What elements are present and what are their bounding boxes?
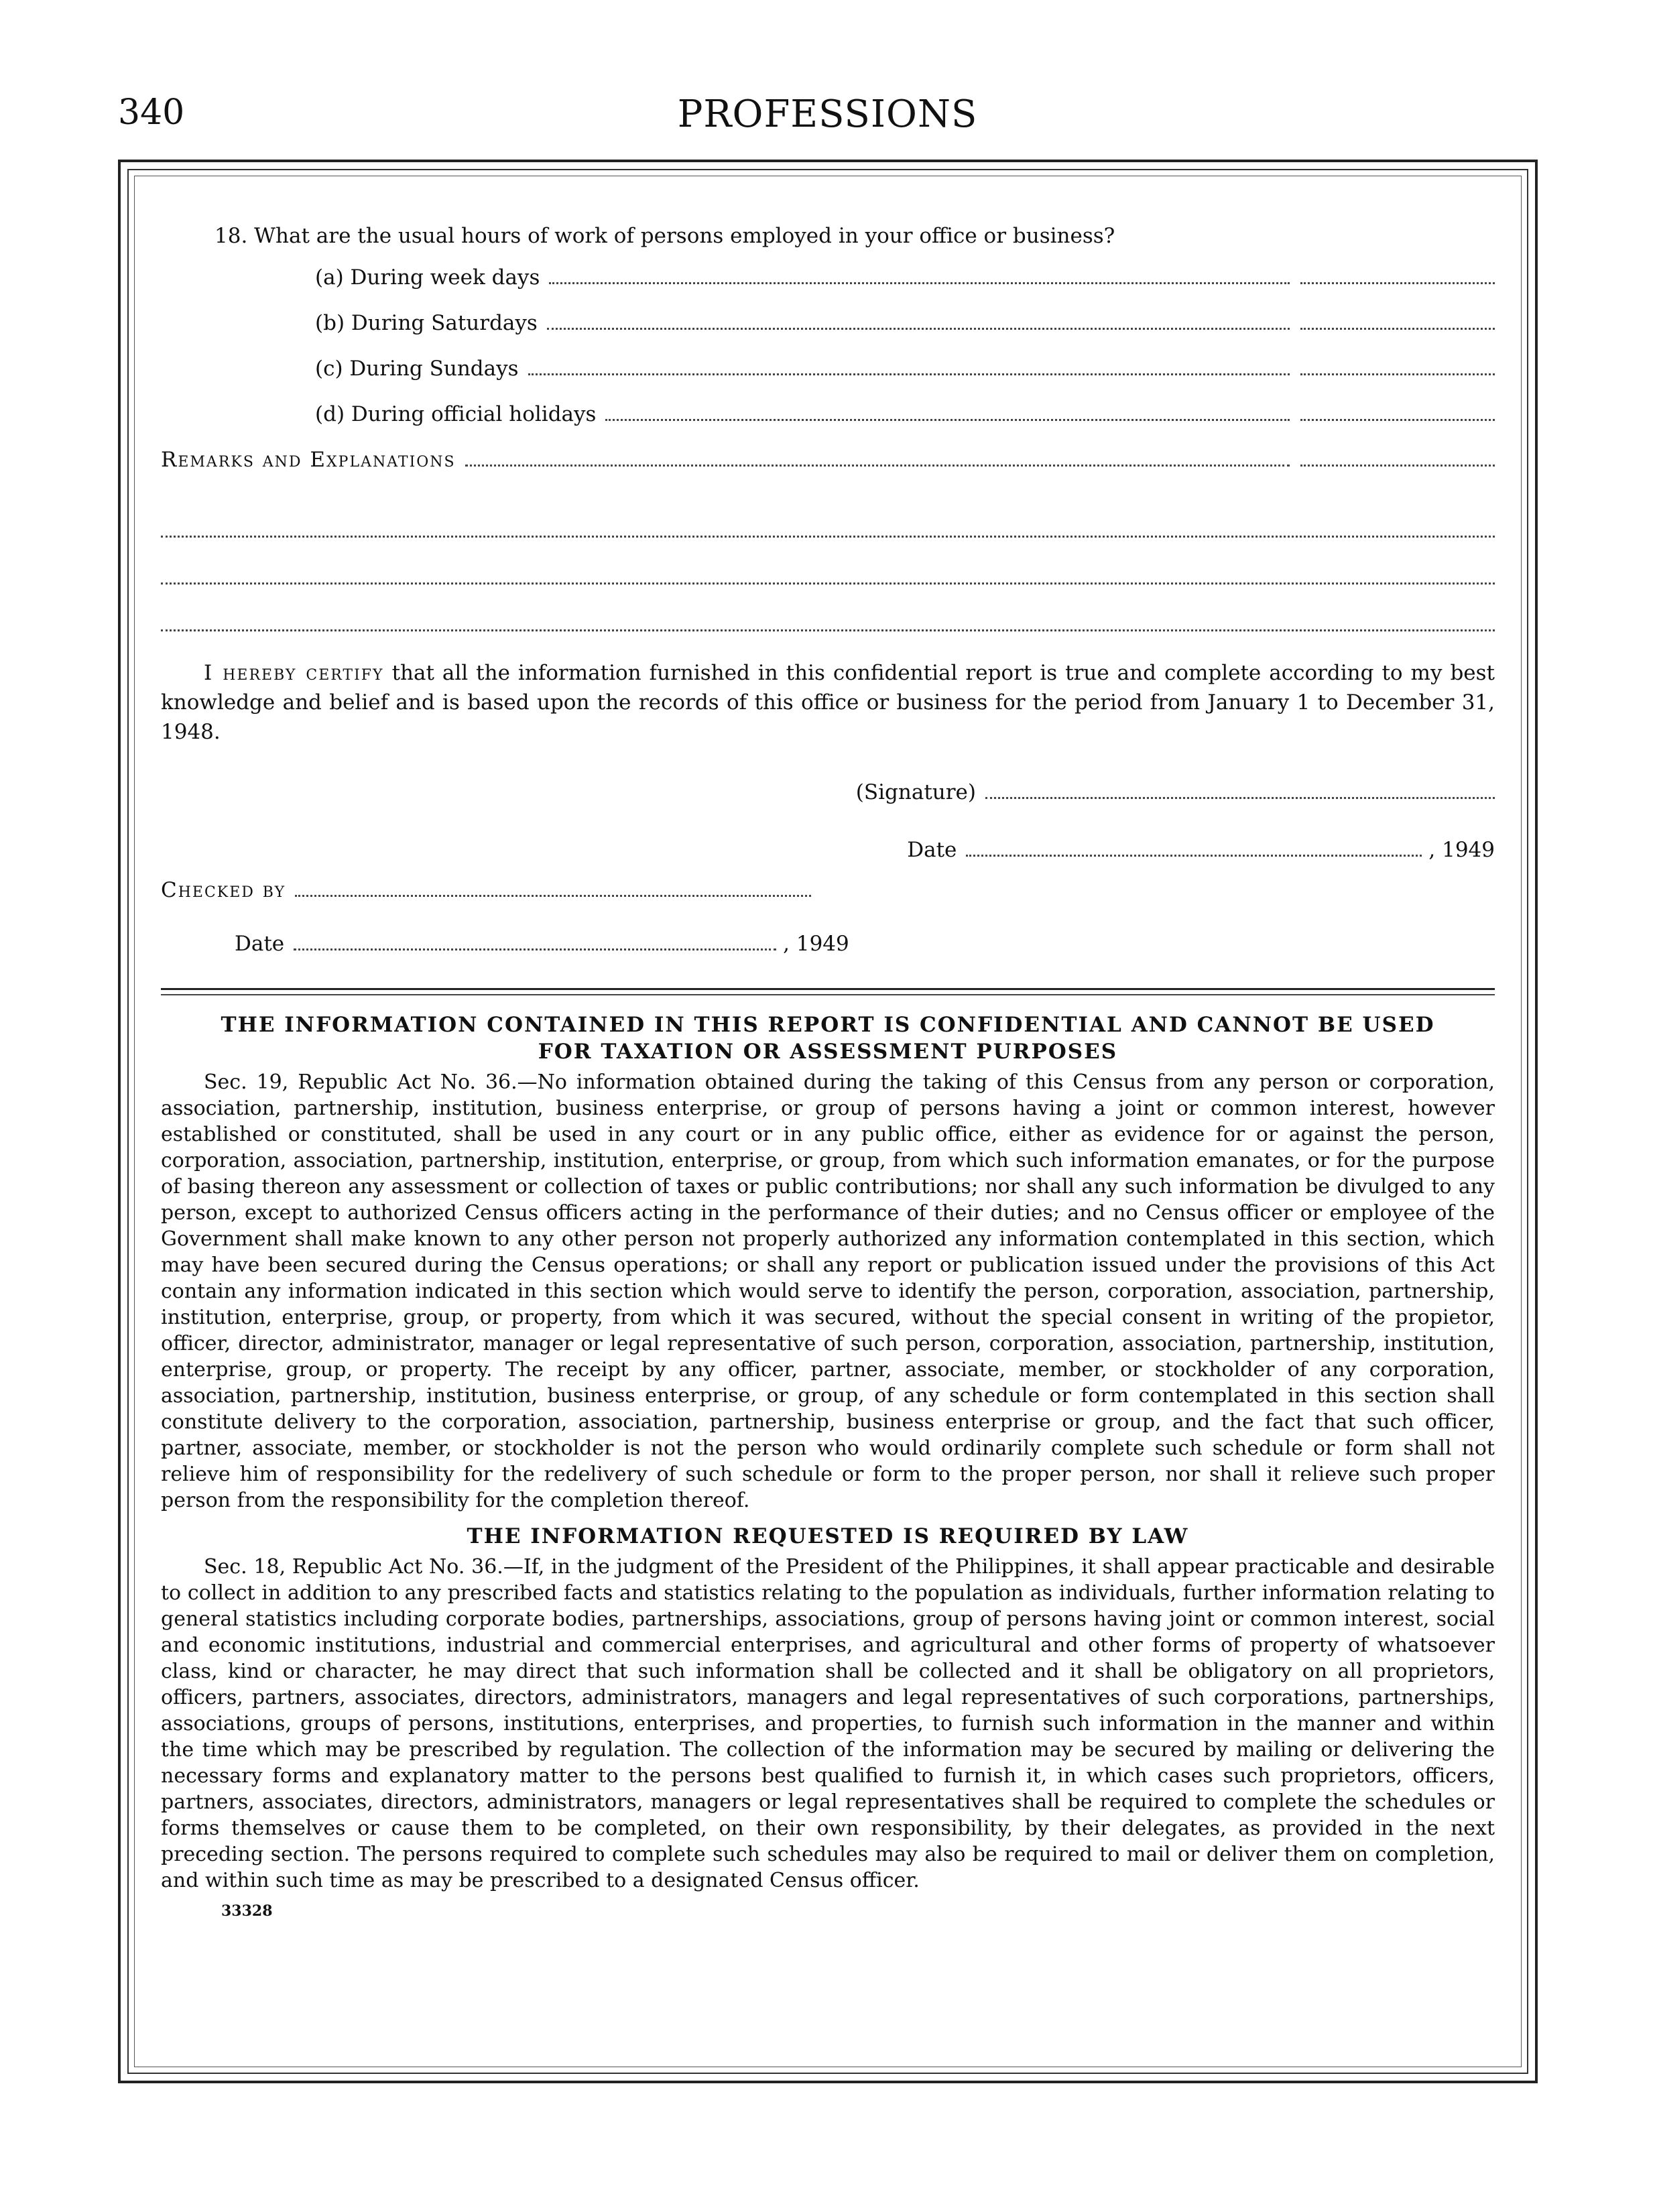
section-divider [161, 988, 1495, 990]
item-label: (a) During week days [315, 265, 540, 290]
checked-date-blank[interactable] [294, 948, 776, 950]
page-header [0, 0, 1655, 161]
form-content [161, 221, 1495, 1926]
date-year: , 1949 [1428, 838, 1495, 862]
required-heading: THE INFORMATION REQUESTED IS REQUIRED BY LAW [467, 1524, 1189, 1548]
signature-blank[interactable] [985, 797, 1495, 799]
required-body: Sec. 18, Republic Act No. 36.—If, in the judgment of the President of the Philippines, it shall appear practicable and desirable to collect in addition to any prescribed facts and statistics relating to the population as individuals, further information relating to general statistics including corporate bodies, partnerships, associations, group of persons having joint or common interest, social and economic institutions, industrial and commercial enterprises, and agricultural and other forms of property of whatsoever class, kind or character, he may direct that such information shall be collected and it shall be obligatory on all proprietors, officers, partners, associates, directors, administrators, managers and legal representatives of such corporations, partnerships, associations, groups of persons, institutions, enterprises, and properties, to furnish such information in the manner and within the time which may be prescribed by regulation. The collection of the information may be secured by mailing or delivering the necessary forms and explanatory matter to the persons best qualified to furnish it, in which cases such proprietors, officers, partners, associates, directors, administrators, managers or legal representatives shall be required to complete the schedules or forms themselves or cause them to be completed, on their own responsibility, by their delegates, as provided in the next preceding section. The persons required to complete such schedules may also be required to mail or deliver them on completion, and within such time as may be prescribed to a designated Census officer. [161, 1555, 1495, 1892]
confidential-heading [161, 1011, 1495, 1065]
confidential-heading-line1: THE INFORMATION CONTAINED IN THIS REPORT IS CONFIDENTIAL AND CANNOT BE USED [221, 1013, 1435, 1037]
item-label: (c) During Sundays [315, 357, 519, 381]
question-18-text: 18. What are the usual hours of work of persons employed in your office or business? [214, 224, 1115, 248]
question-18-item-d [315, 400, 1495, 445]
checked-date-row [235, 929, 1495, 969]
answer-blank[interactable] [1300, 327, 1495, 330]
remarks-line[interactable] [161, 585, 1495, 631]
answer-blank[interactable] [1300, 373, 1495, 375]
remarks-line[interactable] [161, 538, 1495, 585]
checked-by-row [161, 875, 1495, 916]
date-label: Date [907, 838, 957, 862]
remarks-line[interactable] [161, 491, 1495, 538]
section-divider [161, 994, 1495, 995]
checked-date-label: Date [235, 932, 285, 956]
item-label: (b) During Saturdays [315, 311, 538, 335]
dotted-leader [605, 418, 1290, 421]
answer-blank[interactable] [1300, 418, 1495, 421]
remarks-row [161, 445, 1495, 491]
dotted-leader [549, 282, 1290, 284]
date-blank[interactable] [966, 855, 1422, 857]
certify-lead: I hereby certify [204, 661, 384, 685]
certify-text: that all the information furnished in this confidential report is true and complete according to my best knowledge and belief and is based upon the records of this office or business for the period from January 1 to December 31, 1948. [161, 661, 1495, 744]
dotted-leader [528, 373, 1290, 375]
checked-by-blank[interactable] [295, 895, 811, 897]
question-18-item-a [315, 263, 1495, 308]
remarks-label: Remarks and Explanations [161, 448, 456, 472]
checked-date-year: , 1949 [783, 932, 849, 956]
signature-row [161, 778, 1495, 818]
form-code: 33328 [221, 1902, 273, 1920]
signature-date-row [161, 835, 1495, 875]
signature-label: (Signature) [855, 780, 976, 804]
confidential-body: Sec. 19, Republic Act No. 36.—No information obtained during the taking of this Census from any person or corporation, association, partnership, institution, business enterprise, or group of persons having a joint or common interest, however established or constituted, shall be used in any court or in any public office, either as evidence for or against the person, corporation, association, partnership, institution, enterprise, or group, from which such information emanates, or for the purpose of basing thereon any assessment or collection of taxes or public contributions; nor shall any such information be divulged to any person, except to authorized Census officers acting in the performance of their duties; and no Census officer or employee of the Government shall make known to any other person not properly authorized any information contemplated in this section, which may have been secured during the Census operations; or shall any report or publication issued under the provisions of this Act contain any information indicated in this section which would serve to identify the person, corporation, association, partnership, institution, enterprise, group, or property, from which it was secured, without the special consent in writing of the propietor, officer, director, administrator, manager or legal representative of such person, corporation, association, partnership, institution, enterprise, group, or property. The receipt by any officer, partner, associate, member, or stockholder of any corporation, association, partnership, institution, business enterprise, or group, of any schedule or form contemplated in this section shall constitute delivery to the corporation, association, partnership, business enterprise or group, and the fact that such officer, partner, associate, member, or stockholder is not the person who would ordinarily complete such schedule or form shall not relieve him of responsibility for the redelivery of such schedule or form to the proper person, nor shall it relieve such proper person from the responsibility for the completion thereof. [161, 1070, 1495, 1512]
question-18-item-b [315, 308, 1495, 354]
certification-statement [161, 658, 1495, 747]
answer-blank[interactable] [1300, 282, 1495, 284]
dotted-leader [465, 464, 1290, 467]
remarks-blank[interactable] [1300, 464, 1495, 467]
question-18-item-c [315, 354, 1495, 400]
confidential-heading-line2: FOR TAXATION OR ASSESSMENT PURPOSES [538, 1040, 1118, 1064]
checked-by-label: Checked by [161, 878, 286, 902]
item-label: (d) During official holidays [315, 402, 597, 426]
page-number: 340 [118, 93, 185, 133]
page-title: PROFESSIONS [677, 93, 978, 136]
dotted-leader [547, 327, 1290, 330]
